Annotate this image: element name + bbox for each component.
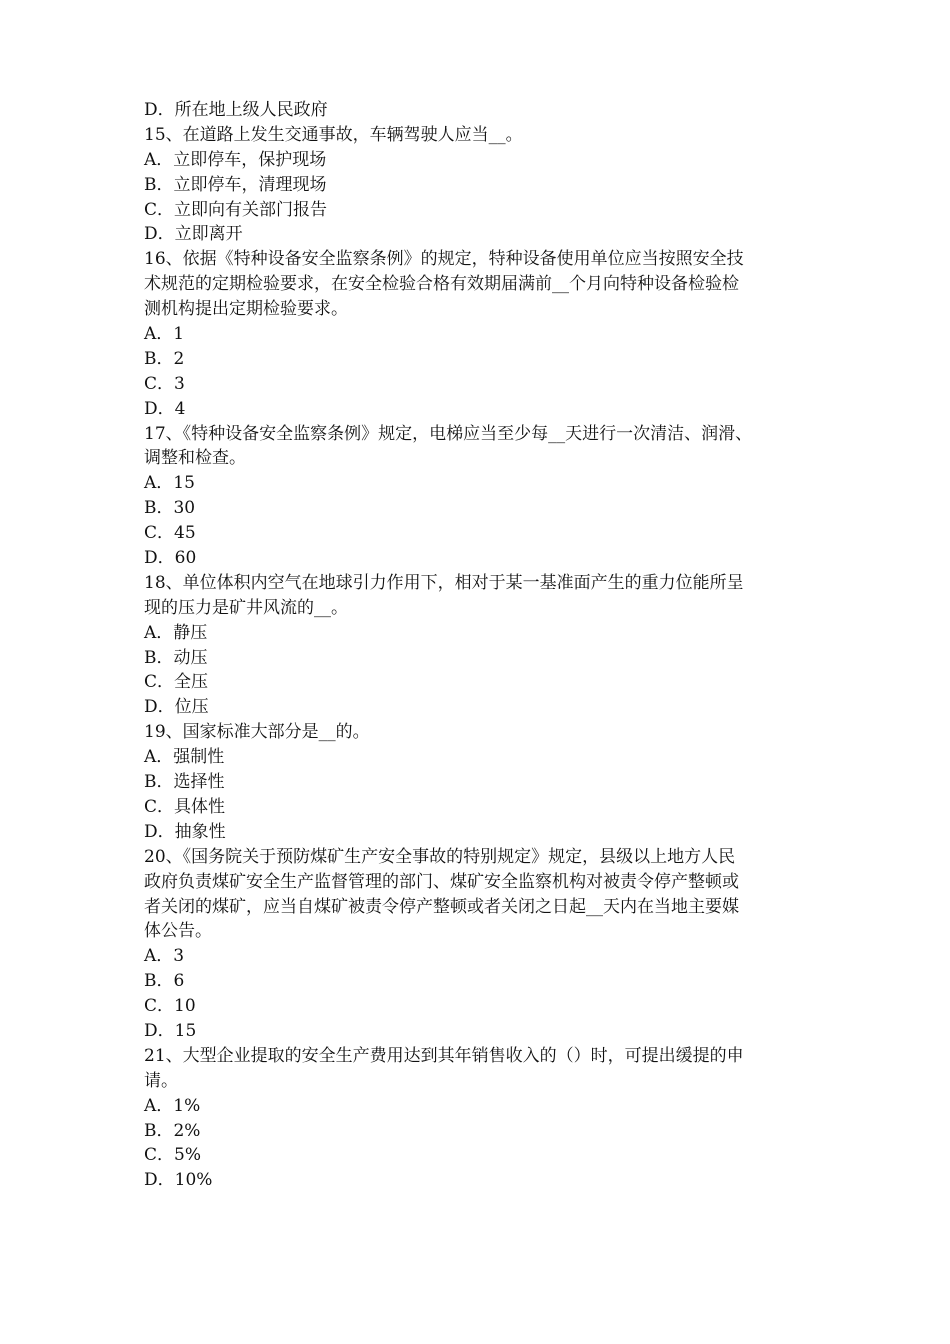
question-16-option-a: A．1 xyxy=(144,324,185,345)
question-17-option-d: D．60 xyxy=(144,548,197,569)
question-17-option-a: A．15 xyxy=(144,473,195,494)
question-18-text-line-2: 现的压力是矿井风流的__。 xyxy=(144,597,348,618)
question-20-option-b: B．6 xyxy=(144,971,185,992)
option-d-prev: D．所在地上级人民政府 xyxy=(144,100,328,120)
question-19-option-b: B．选择性 xyxy=(144,772,225,793)
question-17-text-line-2: 调整和检查。 xyxy=(144,448,246,469)
question-21-option-c: C．5% xyxy=(144,1145,201,1166)
question-16-text-line-2: 术规范的定期检验要求，在安全检验合格有效期届满前__个月向特种设备检验检 xyxy=(144,274,739,295)
document-body xyxy=(144,98,824,1193)
question-21-option-b: B．2% xyxy=(144,1120,201,1141)
question-17 xyxy=(144,422,824,571)
question-18-option-b: B．动压 xyxy=(144,647,208,668)
question-20 xyxy=(144,845,824,1044)
question-20-text-line-2: 政府负责煤矿安全生产监督管理的部门、煤矿安全监察机构对被责令停产整顿或 xyxy=(144,871,739,892)
question-19-text-line-1: 19、国家标准大部分是__的。 xyxy=(144,722,370,743)
question-15-option-d: D．立即离开 xyxy=(144,224,243,245)
question-20-text-line-3: 者关闭的煤矿，应当自煤矿被责令停产整顿或者关闭之日起__天内在当地主要媒 xyxy=(144,896,739,917)
question-15-text-line-1: 15、在道路上发生交通事故，车辆驾驶人应当__。 xyxy=(144,124,523,145)
question-18-option-c: C．全压 xyxy=(144,672,209,693)
question-15 xyxy=(144,123,824,247)
question-16-text-line-3: 测机构提出定期检验要求。 xyxy=(144,299,348,320)
question-20-text-line-4: 体公告。 xyxy=(144,921,212,942)
question-20-text-line-1: 20、《国务院关于预防煤矿生产安全事故的特别规定》规定，县级以上地方人民 xyxy=(144,846,736,867)
question-21-option-d: D．10% xyxy=(144,1170,213,1191)
question-18-text-line-1: 18、单位体积内空气在地球引力作用下，相对于某一基准面产生的重力位能所呈 xyxy=(144,572,744,593)
question-16-option-c: C．3 xyxy=(144,373,185,394)
question-19 xyxy=(144,720,824,844)
question-20-option-d: D．15 xyxy=(144,1020,197,1041)
question-15-option-c: C．立即向有关部门报告 xyxy=(144,199,328,220)
question-16 xyxy=(144,247,824,421)
question-21 xyxy=(144,1044,824,1193)
question-17-option-c: C．45 xyxy=(144,523,196,544)
question-17-option-b: B．30 xyxy=(144,498,196,519)
question-15-option-a: A．立即停车，保护现场 xyxy=(144,149,327,170)
question-20-option-c: C．10 xyxy=(144,996,196,1017)
question-21-text-line-2: 请。 xyxy=(144,1070,178,1091)
question-19-option-c: C．具体性 xyxy=(144,796,226,817)
question-18-option-d: D．位压 xyxy=(144,697,209,718)
question-16-text-line-1: 16、依据《特种设备安全监察条例》的规定，特种设备使用单位应当按照安全技 xyxy=(144,249,744,270)
question-17-text-line-1: 17、《特种设备安全监察条例》规定，电梯应当至少每__天进行一次清洁、润滑、 xyxy=(144,423,753,444)
question-18 xyxy=(144,571,824,720)
question-16-option-d: D．4 xyxy=(144,398,186,419)
question-21-option-a: A．1% xyxy=(144,1095,201,1116)
question-16-option-b: B．2 xyxy=(144,348,185,369)
question-21-text-line-1: 21、大型企业提取的安全生产费用达到其年销售收入的（）时，可提出缓提的申 xyxy=(144,1045,744,1066)
question-20-option-a: A．3 xyxy=(144,946,185,967)
question-19-option-d: D．抽象性 xyxy=(144,821,226,842)
question-15-option-b: B．立即停车，清理现场 xyxy=(144,174,327,195)
question-18-option-a: A．静压 xyxy=(144,622,208,643)
question-19-option-a: A．强制性 xyxy=(144,747,225,768)
